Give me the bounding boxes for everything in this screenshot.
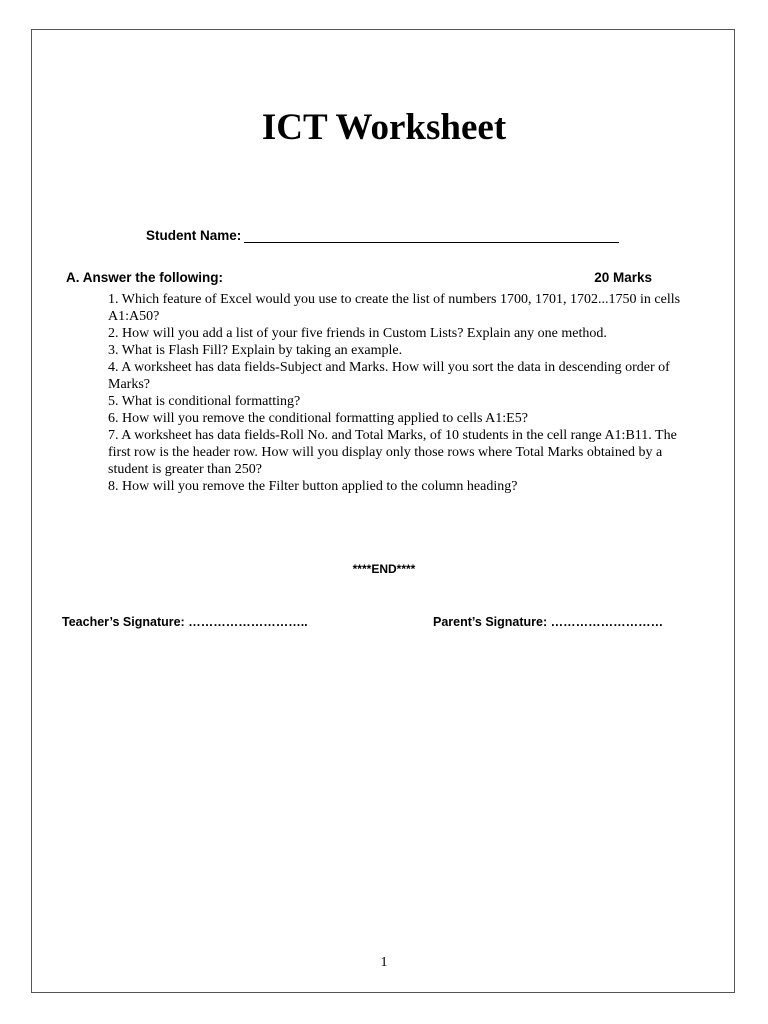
question-item: 6. How will you remove the conditional formatting applied to cells A1:E5? [108, 411, 528, 426]
question-item: 4. A worksheet has data fields-Subject and Marks. How will you sort the data in descending order of Marks? [108, 360, 670, 392]
parent-signature: Parent’s Signature: ……………………… [433, 615, 664, 629]
question-item: 1. Which feature of Excel would you use to create the list of numbers 1700, 1701, 1702...1750 in cells A1:A50? [108, 292, 681, 324]
end-marker: ****END**** [352, 562, 416, 576]
student-name-row [146, 225, 619, 243]
question-list [108, 291, 698, 495]
question-item: 3. What is Flash Fill? Explain by taking an example. [108, 343, 403, 358]
page-border [31, 29, 735, 993]
question-item: 8. How will you remove the Filter button applied to the column heading? [108, 479, 518, 494]
section-marks: 20 Marks [594, 270, 652, 285]
document-title: ICT Worksheet [261, 107, 507, 148]
question-item: 2. How will you add a list of your five friends in Custom Lists? Explain any one method. [108, 326, 607, 341]
student-name-label: Student Name: [146, 228, 242, 243]
student-name-blank-line [244, 228, 619, 243]
section-heading: A. Answer the following: [66, 270, 223, 285]
teacher-signature: Teacher’s Signature: ……………………….. [62, 615, 308, 629]
question-item: 7. A worksheet has data fields-Roll No. and Total Marks, of 10 students in the cell range A1:B11. The first row is the header row. How will you display only those rows where Total Marks obtained by a student is greater than 250? [108, 428, 677, 477]
section-header [66, 270, 652, 285]
page-number: 1 [380, 955, 388, 970]
question-item: 5. What is conditional formatting? [108, 394, 301, 409]
